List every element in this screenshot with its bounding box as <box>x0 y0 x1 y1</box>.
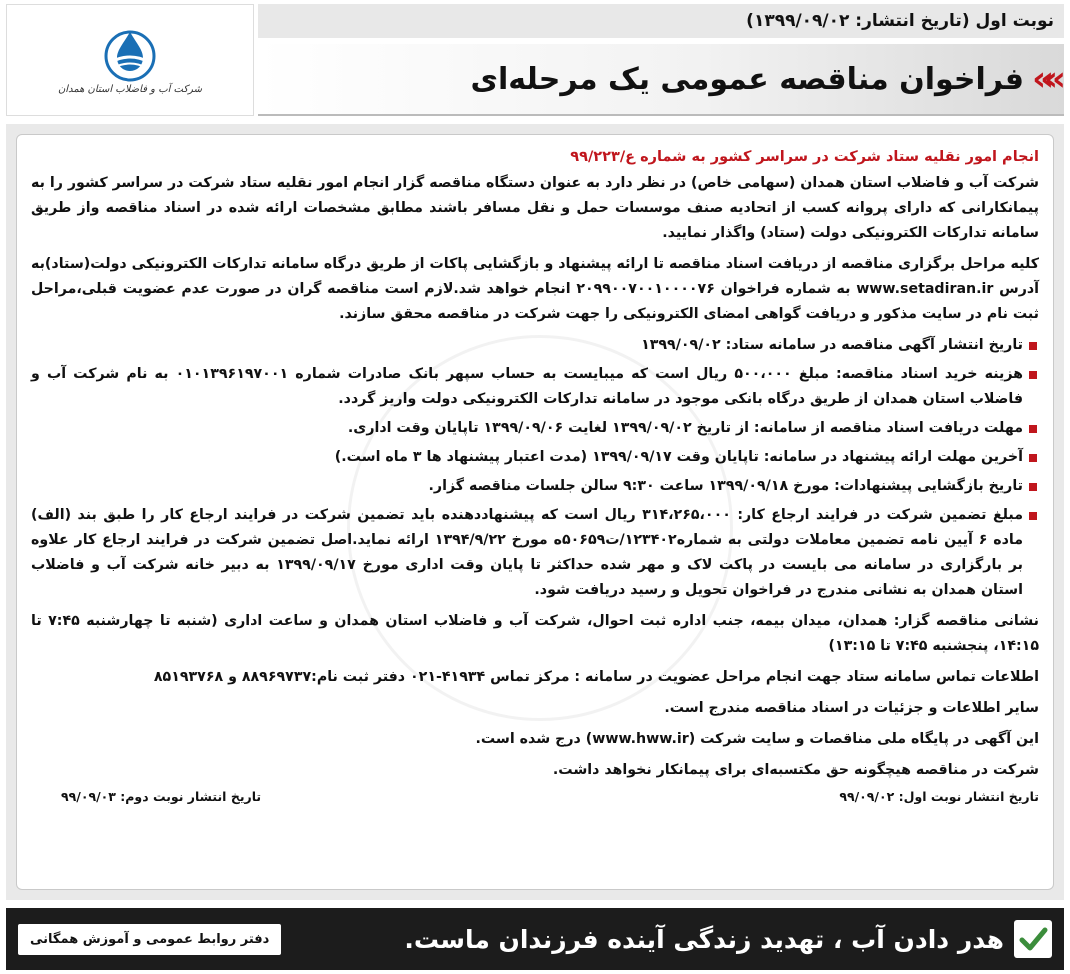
notice-frame <box>6 124 1064 900</box>
bullet-square-icon <box>1029 425 1037 433</box>
first-publication-date: تاریخ انتشار نوبت اول: ۹۹/۰۹/۰۲ <box>839 789 1039 804</box>
water-drop-logo-icon <box>95 26 165 82</box>
address-paragraph: نشانی مناقصه گزار: همدان، میدان بیمه، جنب اداره ثبت احوال، شرکت آب و فاضلاب استان همدان و ساعت اداری (شنبه تا چهارشنبه ۷:۴۵ تا ۱۴:۱۵، پنجشنبه ۷:۴۵ تا ۱۳:۱۵) <box>31 613 1039 654</box>
logo-caption: شرکت آب و فاضلاب استان همدان <box>57 83 203 95</box>
intro-paragraph: شرکت آب و فاضلاب استان همدان (سهامی خاص) در نظر دارد به عنوان دستگاه مناقصه گزار انجام امور نقلیه ستاد شرکت در سراسر کشور را به پیمانکارانی که دارای پروانه کسب از اتحادیه صنف موسسات حمل و نقل مسافر باشند مطابق مشخصات ارائه شده در اسناد مناقصه واز طریق سامانه تدارکات الکترونیکی دولت (ستاد) واگذار نمایید. <box>31 175 1039 241</box>
list-item: تاریخ انتشار آگهی مناقصه در سامانه ستاد: ۱۳۹۹/۰۹/۰۲ <box>31 333 1039 358</box>
page-title: فراخوان مناقصه عمومی یک مرحله‌ای <box>470 61 1025 97</box>
bullet-square-icon <box>1029 371 1037 379</box>
bullet-square-icon <box>1029 483 1037 491</box>
water-slogan: هدر دادن آب ، تهدید زندگی آینده فرزندان ماست. <box>404 924 1004 954</box>
double-chevron-icon: »» <box>1032 59 1056 99</box>
process-paragraph: کلیه مراحل برگزاری مناقصه از دریافت اسناد مناقصه تا ارائه پیشنهاد و بازگشایی پاکات از طریق درگاه سامانه تدارکات الکترونیکی دولت(ستاد)به آدرس www.setadiran.ir به شماره فراخوان ۲۰۹۹۰۰۷۰۰۱۰۰۰۰۷۶ انجام خواهد شد.لازم است مناقصه گران در صورت عدم عضویت قبلی،مراحل ثبت نام در سایت مذکور و دریافت گواهی امضای الکترونیکی را جهت شرکت در مناقصه محقق سازند. <box>31 256 1040 322</box>
slogan-group <box>404 920 1052 958</box>
bullet-square-icon <box>1029 512 1037 520</box>
other-info-paragraph: سایر اطلاعات و جزئیات در اسناد مناقصه مندرج است. <box>664 700 1039 716</box>
tender-subject: انجام امور نقلیه ستاد شرکت در سراسر کشور به شماره ع/۹۹/۲۲۳ <box>570 149 1039 165</box>
checkmark-icon <box>1014 920 1052 958</box>
contact-paragraph: اطلاعات تماس سامانه ستاد جهت انجام مراحل عضویت در سامانه : مرکز تماس ۴۱۹۳۴-۰۲۱ دفتر ثبت نام:۸۸۹۶۹۷۳۷ و ۸۵۱۹۳۷۶۸ <box>153 669 1039 685</box>
footer-bar <box>6 908 1064 970</box>
list-item: مبلغ تضمین شرکت در فرایند ارجاع کار: ۳۱۴،۲۶۵،۰۰۰ ریال است که پیشنهاددهنده باید تضمین شرکت در فرایند ارجاع کار را طبق بند (الف) ماده ۶ آیین نامه تضمین معاملات دولتی به شماره۱۲۳۴۰۲/ت۵۰۶۵۹ه مورخ ۱۳۹۴/۹/۲۲ ارائه نماید.اصل تضمین شرکت در فرایند ارجاع کار علاوه بر بارگزاری در سامانه می بایست در پاکت لاک و مهر شده حداکثر تا پایان وقت اداری مورخ ۱۳۹۹/۰۹/۱۷ به دبیر خانه شرکت آب و فاضلاب استان همدان به نشانی مندرج در فراخوان تحویل و رسید دریافت شود. <box>31 503 1039 603</box>
notice-body <box>16 134 1054 890</box>
first-date-group <box>809 789 1039 804</box>
list-item: مهلت دریافت اسناد مناقصه از سامانه: از تاریخ ۱۳۹۹/۰۹/۰۲ لغایت ۱۳۹۹/۰۹/۰۶ تاپایان وقت اداری. <box>31 416 1039 441</box>
bullet-square-icon <box>1029 454 1037 462</box>
title-bar <box>258 44 1064 116</box>
company-logo <box>6 4 254 116</box>
tender-details-list <box>31 333 1039 603</box>
rights-paragraph: شرکت در مناقصه هیچگونه حق مکتسبه‌ای برای پیمانکار نخواهد داشت. <box>552 762 1039 778</box>
publication-dates <box>31 789 1039 804</box>
list-item: تاریخ بازگشایی پیشنهادات: مورخ ۱۳۹۹/۰۹/۱۸ ساعت ۹:۳۰ سالن جلسات مناقصه گزار. <box>31 474 1039 499</box>
bullet-square-icon <box>1029 342 1037 350</box>
publication-notice-bar <box>258 4 1064 38</box>
second-publication-date: تاریخ انتشار نوبت دوم: ۹۹/۰۹/۰۳ <box>61 789 262 804</box>
publication-notice-text: نوبت اول (تاریخ انتشار: ۱۳۹۹/۰۹/۰۲) <box>746 11 1054 31</box>
list-item: آخرین مهلت ارائه پیشنهاد در سامانه: تاپایان وقت ۱۳۹۹/۰۹/۱۷ (مدت اعتبار پیشنهاد ها ۳ ماه است.) <box>31 445 1039 470</box>
department-label: دفتر روابط عمومی و آموزش همگانی <box>18 924 281 955</box>
ad-site-paragraph: این آگهی در پایگاه ملی مناقصات و سایت شرکت (www.hww.ir) درج شده است. <box>475 731 1039 747</box>
list-item: هزینه خرید اسناد مناقصه: مبلغ ۵۰۰،۰۰۰ ریال است که میبایست به حساب سپهر بانک صادرات شماره ۰۱۰۱۳۹۶۱۹۷۰۰۱ به نام شرکت آب و فاضلاب استان همدان از طریق درگاه بانکی موجود در سامانه تدارکات الکترونیکی دولت واریز گردد. <box>31 362 1039 412</box>
